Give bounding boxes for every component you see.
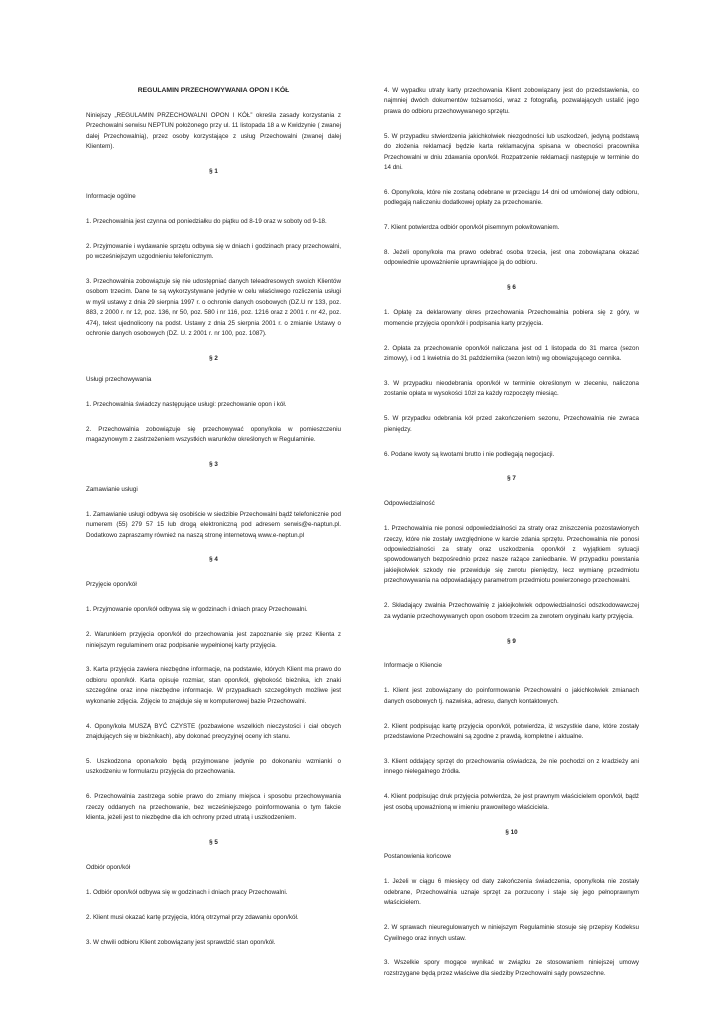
paragraph: 3. W chwili odbioru Klient zobowiązany jest sprawdzić stan opon/kół. [86, 938, 276, 946]
paragraph: 5. W przypadku odebrania kół przed zakończeniem sezonu, Przechowalnia nie zwraca pieniędzy. [384, 415, 639, 433]
left-column [86, 86, 341, 948]
paragraph: 2. Przyjmowanie i wydawanie sprzętu odbywa się w dniach i godzinach pracy przechowalni, po wcześniejszym uzgodnieniu telefonicznym. [86, 242, 341, 261]
section-3-title: Zamawianie usługi [86, 485, 138, 493]
paragraph: 1. Przechowalnia świadczy następujące usługi: przechowanie opon i kół. [86, 400, 287, 408]
paragraph: 3. Klient oddający sprzęt do przechowania oświadcza, że nie pochodzi on z kradzieży ani innego nielegalnego źródła. [384, 757, 639, 776]
paragraph: 3. Wszelkie spory mogące wynikać w związku ze stosowaniem niniejszej umowy rozstrzygane będą przez właściwe dla siedziby Przechowalni sądy powszechne. [384, 959, 639, 977]
section-3-heading: § 3 [209, 460, 218, 468]
paragraph: 6. Podane kwoty są kwotami brutto i nie podlegają negocjacji. [384, 450, 555, 458]
paragraph: 2. Klient musi okazać kartę przyjęcia, którą otrzymał przy zdawaniu opon/kół. [86, 913, 299, 921]
paragraph: 2. Opłata za przechowanie opon/kół naliczana jest od 1 listopada do 31 marca (sezon zimowy), i od 1 kwietnia do 31 października (sezon letni) wg obowiązującego cennika. [384, 344, 639, 362]
section-4-heading: § 4 [209, 556, 218, 564]
section-1-title: Informacje ogólne [86, 192, 136, 200]
section-9-title: Informacje o Kliencie [384, 662, 443, 670]
intro-paragraph: Niniejszy „REGULAMIN PRZECHOWALNI OPON I KÓŁ” określa zasady korzystania z Przechowalni serwisu NEPTUN położonego przy ul. 11 listopada 18 a w Kwidzynie ( zwanej dalej Przechowalnią), przez osoby korzystające z usług Przechowalni (zwanej dalej Klientem). [86, 111, 341, 151]
paragraph: 2. Klient podpisując kartę przyjęcia opon/kół, potwierdza, iż wszystkie dane, które zostały przedstawione Przechowalni są zgodne z prawdą, kompletne i aktualne. [384, 722, 639, 741]
paragraph: 7. Klient potwierdza odbiór opon/kół pisemnym pokwitowaniem. [384, 224, 560, 232]
paragraph: 1. Jeżeli w ciągu 6 miesięcy od daty zakończenia świadczenia, opony/koła nie zostały odebrane, Przechowalnia uznaje sprzęt za porzucony i staje się jego pełnoprawnym właścicielem. [384, 878, 639, 907]
paragraph: 6. Opony/koła, które nie zostaną odebrane w przeciągu 14 dni od umówionej daty odbioru, podlegają naliczeniu dodatkowej opłaty za przechowanie. [384, 188, 639, 207]
section-10-heading: § 10 [505, 828, 518, 836]
paragraph: 4. Opony/koła MUSZĄ BYĆ CZYSTE (pozbawione wszelkich nieczystości i ciał obcych znajdujących się w bieżnikach), aby dokonać precyzyjnej oceny ich stanu. [86, 722, 341, 741]
section-7-heading: § 7 [507, 475, 516, 483]
section-2-title: Usługi przechowywania [86, 375, 152, 383]
paragraph: 3. Przechowalnia zobowiązuje się nie udostępniać danych teleadresowych swoich Klientów osobom trzecim. Dane te są wykorzystywane jedynie w celu właściwego rozliczenia usługi w myśl ustawy z dnia 29 sierpnia 1997 r. o ochronie danych osobowych (DZ.U nr 133, poz. 883, z 2000 r. nr 12, poz. 136, nr 50, poz. 580 i nr 116, poz. 1216 oraz z 2001 r. nr 42, poz. 474), tekst ujednolicony na podst. Ustawy z dnia 25 sierpnia 2001 r. o zmianie Ustawy o ochronie danych osobowych (DZ. U. z 2001 r. nr 100, poz. 1087). [86, 278, 341, 338]
paragraph: 2. W sprawach nieuregulowanych w niniejszym Regulaminie stosuje się przepisy Kodeksu Cywilnego oraz innych ustaw. [384, 924, 639, 942]
section-5-heading: § 5 [209, 838, 218, 846]
section-7-title: Odpowiedzialność [384, 500, 435, 508]
paragraph: 4. W wypadku utraty karty przechowania Klient zobowiązany jest do przedstawienia, co najmniej dwóch dokumentów tożsamości, wraz z fotografią, pozwalających ustalić jego prawa do odbioru przechowywanego sprzętu. [384, 87, 639, 115]
paragraph: 1. Zamawianie usługi odbywa się osobiście w siedzibie Przechowalni bądź telefonicznie pod numerem (55) 279 57 15 lub drogą elektroniczną pod adresem serwis@e-naptun.pl. Dodatkowo zapraszamy również na naszą stronę internetową www.e-neptun.pl [86, 510, 341, 539]
section-5-title: Odbiór opon/kół [86, 863, 131, 871]
section-10-title: Postanowienia końcowe [384, 853, 452, 861]
paragraph: 1. Opłatę za deklarowany okres przechowania Przechowalnia pobiera się z góry, w momencie przyjęcia opon/kół i podpisania karty przyjęcia. [384, 309, 639, 327]
paragraph: 2. Warunkiem przyjęcia opon/kół do przechowania jest zapoznanie się przez Klienta z niniejszym regulaminem oraz podpisanie wypełnionej karty przyjęcia. [86, 631, 341, 649]
paragraph: 1. Przechowalnia jest czynna od poniedziałku do piątku od 8-19 oraz w soboty od 9-18. [86, 217, 327, 225]
paragraph: 5. Uszkodzona opona/koło będą przyjmowane jedynie po dokonaniu wzmianki o uszkodzeniu w formularzu przyjęcia do przechowania. [86, 757, 341, 776]
paragraph: 2. Składający zwalnia Przechowalnię z jakiejkolwiek odpowiedzialności odszkodowawczej za wydanie przechowywanych opon osobom trzecim za zwrotem oryginału karty przyjęcia. [384, 602, 639, 620]
right-column [384, 86, 639, 979]
section-2-heading: § 2 [209, 355, 218, 362]
paragraph: 3. Karta przyjęcia zawiera niezbędne informacje, na podstawie, których Klient ma prawo do odbioru opon/kół. Karta opisuje rozmiar, stan opon/kół, głębokość bieżnika, ich znaki szczególne oraz inne niezbędne informacje. W przypadkach szczególnych możliwe jest wykonanie zdjęcia. Zdjęcie to znajduje się w komputerowej bazie Przechowalni. [86, 666, 341, 705]
section-4-title: Przyjęcie opon/kół [86, 581, 137, 589]
paragraph: 1. Klient jest zobowiązany do poinformowanie Przechowalni o jakichkolwiek zmianach danych osobowych tj. nazwiska, adresu, danych kontaktowych. [384, 687, 639, 705]
paragraph: 1. Przechowalnia nie ponosi odpowiedzialności za straty oraz zniszczenia pozostawionych rzeczy, które nie zostały uwzględnione w karcie zdania sprzętu. Przechowalnia nie ponosi odpowiedzialności za straty oraz uszkodzenia opon/kół z wyjątkiem sytuacji spowodowanych bezpośrednio przez nasze rażące zaniedbanie. W przypadku powstania jakiejkolwiek szkody nie przewiduje się zwrotu pieniędzy, lecz wymianę przedmiotu przechowywania na odpowiadający parametrom przedmiotu powierzonego przechowalni. [384, 525, 639, 585]
paragraph: 1. Przyjmowanie opon/kół odbywa się w godzinach i dniach pracy Przechowalni. [86, 606, 308, 614]
paragraph: 8. Jeżeli opony/koła ma prawo odebrać osoba trzecia, jest ona zobowiązana okazać odpowiednie upoważnienie uprawniające ją do odbioru. [384, 249, 639, 267]
paragraph: 2. Przechowalnia zobowiązuje się przechowywać opony/koła w pomieszczeniu magazynowym z zastrzeżeniem wszystkich warunków określonych w Regulaminie. [86, 425, 341, 444]
section-6-heading: § 6 [507, 284, 516, 292]
paragraph: 4. Klient podpisując druk przyjęcia potwierdza, że jest prawnym właścicielem opon/kół, bądź jest osobą upoważnioną w imieniu prawowitego właściciela. [384, 793, 639, 811]
paragraph: 3. W przypadku nieodebrania opon/kół w terminie określonym w zleceniu, naliczona zostanie opłata w wysokości 10zł za każdy rozpoczęty miesiąc. [384, 379, 639, 398]
section-1-heading: § 1 [209, 168, 218, 176]
paragraph: 5. W przypadku stwierdzenia jakichkolwiek niezgodności lub uszkodzeń, jedyną podstawą do złożenia reklamacji będzie karta reklamacyjna spisana w obecności pracownika Przechowalni w dniu zdawania opon/kół. Rozpatrzenie reklamacji następuje w terminie do 14 dni. [384, 132, 639, 171]
paragraph: 6. Przechowalnia zastrzega sobie prawo do zmiany miejsca i sposobu przechowywania rzeczy oddanych na przechowanie, bez wcześniejszego poinformowania o tym fakcie klienta, jeżeli jest to niezbędne dla ich ochrony przed utratą i uszkodzeniem. [86, 793, 341, 822]
document-title: REGULAMIN PRZECHOWYWANIA OPON I KÓŁ [137, 87, 290, 94]
paragraph: 1. Odbiór opon/kół odbywa się w godzinach i dniach pracy Przechowalni. [86, 888, 288, 896]
section-9-heading: § 9 [507, 637, 516, 645]
